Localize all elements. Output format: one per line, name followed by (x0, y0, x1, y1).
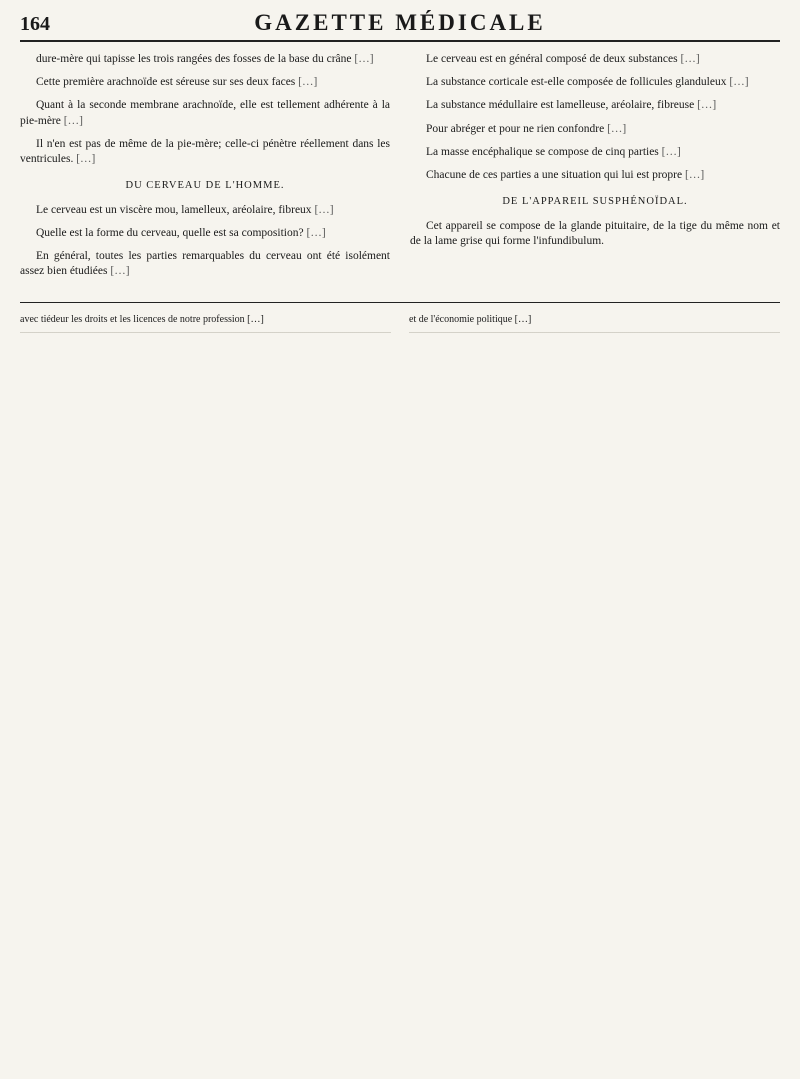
paragraph: Cet appareil se compose de la glande pituitaire, de la tige du même nom et de la lame grise qui forme l'infundibulum. (410, 219, 780, 248)
text-placeholder (409, 332, 780, 339)
paragraph: La substance médullaire est lamelleuse, aréolaire, fibreuse […] (426, 99, 717, 112)
paragraph: En général, toutes les parties remarquables du cerveau ont été isolément assez bien étudiées […] (20, 250, 390, 278)
masthead (20, 10, 780, 42)
paragraph: Quelle est la forme du cerveau, quelle est sa composition? […] (36, 227, 326, 240)
paragraph: et de l'économie politique […] (409, 313, 532, 325)
lower-left-column (20, 313, 391, 339)
paragraph: Cette première arachnoïde est séreuse sur ses deux faces […] (36, 76, 318, 89)
paragraph: avec tiédeur les droits et les licences de notre profession […] (20, 313, 264, 325)
paragraph: La substance corticale est-elle composée de follicules glanduleux […] (426, 76, 749, 89)
paragraph: Quant à la seconde membrane arachnoïde, elle est tellement adhérente à la pie-mère […] (20, 99, 390, 127)
journal-title: GAZETTE MÉDICALE (254, 10, 546, 35)
lower-right-column (409, 313, 780, 339)
paragraph: Chacune de ces parties a une situation qui lui est propre […] (426, 168, 705, 181)
text-placeholder (20, 332, 391, 339)
section-divider (20, 302, 780, 303)
upper-left-column (20, 52, 390, 288)
paragraph: Le cerveau est en général composé de deux substances […] (426, 53, 700, 65)
page-number: 164 (20, 13, 50, 35)
paragraph: Il n'en est pas de même de la pie-mère; celle-ci pénètre réellement dans les ventricules. […] (20, 137, 390, 165)
lower-section (20, 313, 780, 339)
section-heading: DU CERVEAU DE L'HOMME. (125, 180, 285, 192)
paragraph: La masse encéphalique se compose de cinq parties […] (426, 145, 681, 158)
paragraph: dure-mère qui tapisse les trois rangées des fosses de la base du crâne […] (36, 53, 374, 65)
paragraph: Le cerveau est un viscère mou, lamelleux, aréolaire, fibreux […] (36, 203, 334, 216)
upper-right-column (410, 52, 780, 288)
paragraph: Pour abréger et pour ne rien confondre […] (426, 122, 627, 135)
section-heading: DE L'APPAREIL SUSPHÉNOÏDAL. (502, 196, 688, 208)
upper-section (20, 52, 780, 288)
